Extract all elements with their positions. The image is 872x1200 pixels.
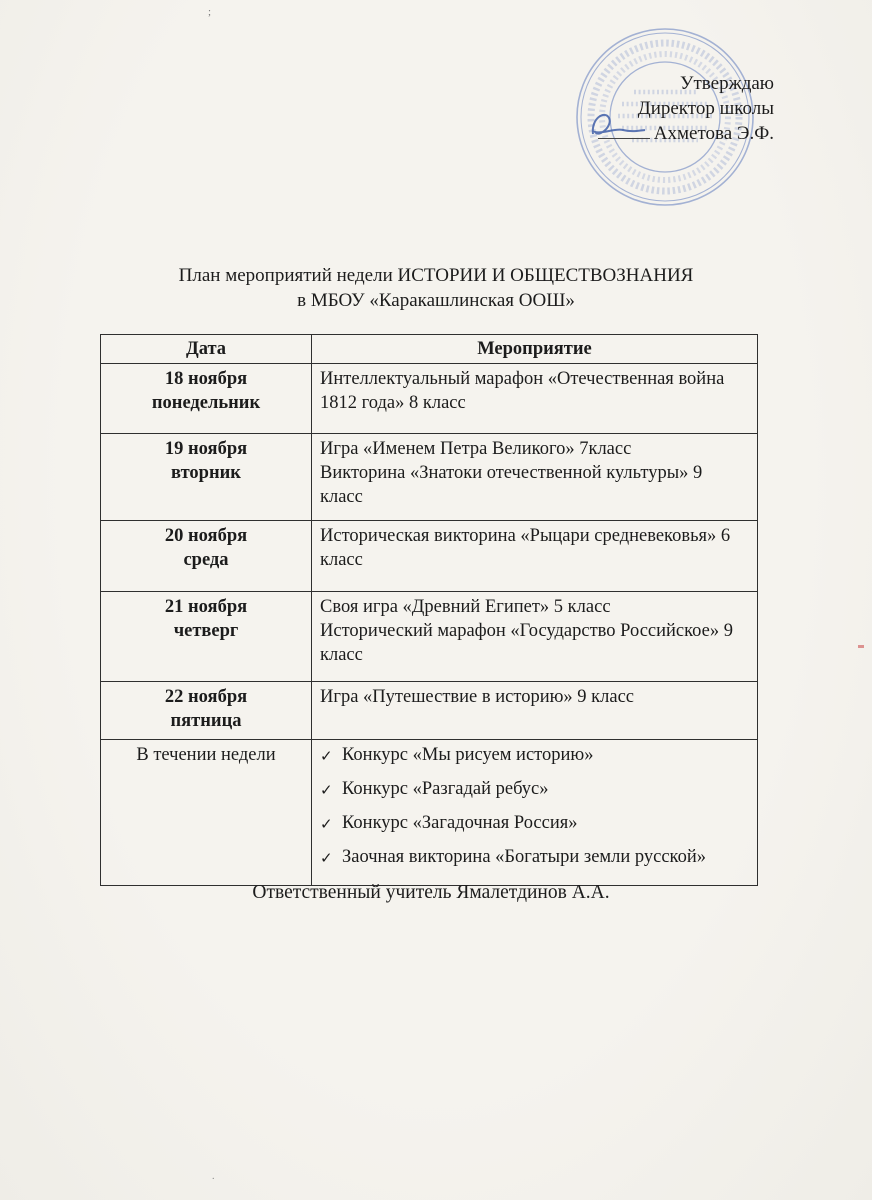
- date-line: 21 ноября: [164, 597, 248, 617]
- scan-artifact: [858, 645, 864, 648]
- date-line: В течении недели: [136, 745, 276, 765]
- event-cell: [312, 364, 758, 434]
- table-header-row: [101, 335, 758, 364]
- check-icon: ✓: [320, 815, 333, 833]
- date-cell: [101, 682, 312, 740]
- date-line: 20 ноября: [164, 526, 248, 546]
- date-line: 19 ноября: [164, 439, 248, 459]
- weekday-line: понедельник: [151, 393, 261, 413]
- date-line: 22 ноября: [164, 687, 248, 707]
- header-event: Мероприятие: [312, 335, 758, 364]
- event-cell: [312, 682, 758, 740]
- date-cell: [101, 434, 312, 521]
- event-line: Викторина «Знатоки отечественной культуры» 9 класс: [320, 463, 703, 507]
- event-cell: [312, 434, 758, 521]
- check-icon: ✓: [320, 781, 333, 799]
- table-row: [101, 364, 758, 434]
- scan-artifact: .: [212, 1171, 215, 1182]
- checklist-item: [320, 743, 749, 768]
- event-cell: [312, 592, 758, 682]
- event-line: Исторический марафон «Государство Российское» 9 класс: [320, 621, 733, 665]
- title-line-2: в МБОУ «Каракашлинская ООШ»: [297, 290, 575, 311]
- header-date: Дата: [101, 335, 312, 364]
- date-cell: [101, 740, 312, 886]
- checklist-item: [320, 845, 749, 870]
- checklist-text: Заочная викторина «Богатыри земли русской»: [342, 847, 707, 867]
- table-row: [101, 434, 758, 521]
- signature-icon: [585, 104, 665, 144]
- responsible-teacher: Ответственный учитель Ямалетдинов А.А.: [252, 882, 610, 903]
- document-title: [0, 263, 872, 313]
- weekday-line: пятница: [170, 711, 242, 731]
- events-table: [100, 334, 758, 886]
- check-icon: ✓: [320, 849, 333, 867]
- event-line: Историческая викторина «Рыцари средневековья» 6 класс: [320, 526, 731, 570]
- table-row: [101, 521, 758, 592]
- table-row: [101, 592, 758, 682]
- weekday-line: четверг: [173, 621, 239, 641]
- table-row: [101, 682, 758, 740]
- scan-artifact: ;: [208, 6, 212, 18]
- weekday-line: среда: [183, 550, 229, 570]
- event-cell: [312, 521, 758, 592]
- checklist-item: [320, 777, 749, 802]
- date-line: 18 ноября: [164, 369, 248, 389]
- weekday-line: вторник: [171, 463, 241, 483]
- check-icon: ✓: [320, 747, 333, 765]
- title-line-1: План мероприятий недели ИСТОРИИ И ОБЩЕСТВОЗНАНИЯ: [178, 265, 694, 286]
- event-cell: [312, 740, 758, 886]
- checklist-text: Конкурс «Разгадай ребус»: [342, 779, 549, 799]
- checklist-item: [320, 811, 749, 836]
- event-line: Своя игра «Древний Египет» 5 класс: [320, 597, 611, 617]
- checklist-text: Конкурс «Мы рисуем историю»: [342, 745, 594, 765]
- checklist-text: Конкурс «Загадочная Россия»: [342, 813, 578, 833]
- event-line: Игра «Путешествие в историю» 9 класс: [320, 687, 635, 707]
- director-name: Ахметова Э.Ф.: [653, 123, 774, 144]
- event-line: Интеллектуальный марафон «Отечественная война 1812 года» 8 класс: [320, 369, 725, 413]
- approval-line-1: Утверждаю: [680, 73, 774, 94]
- date-cell: [101, 521, 312, 592]
- approval-line-2: Директор школы: [637, 98, 774, 119]
- date-cell: [101, 592, 312, 682]
- event-line: Игра «Именем Петра Великого» 7класс: [320, 439, 632, 459]
- date-cell: [101, 364, 312, 434]
- table-row: [101, 740, 758, 886]
